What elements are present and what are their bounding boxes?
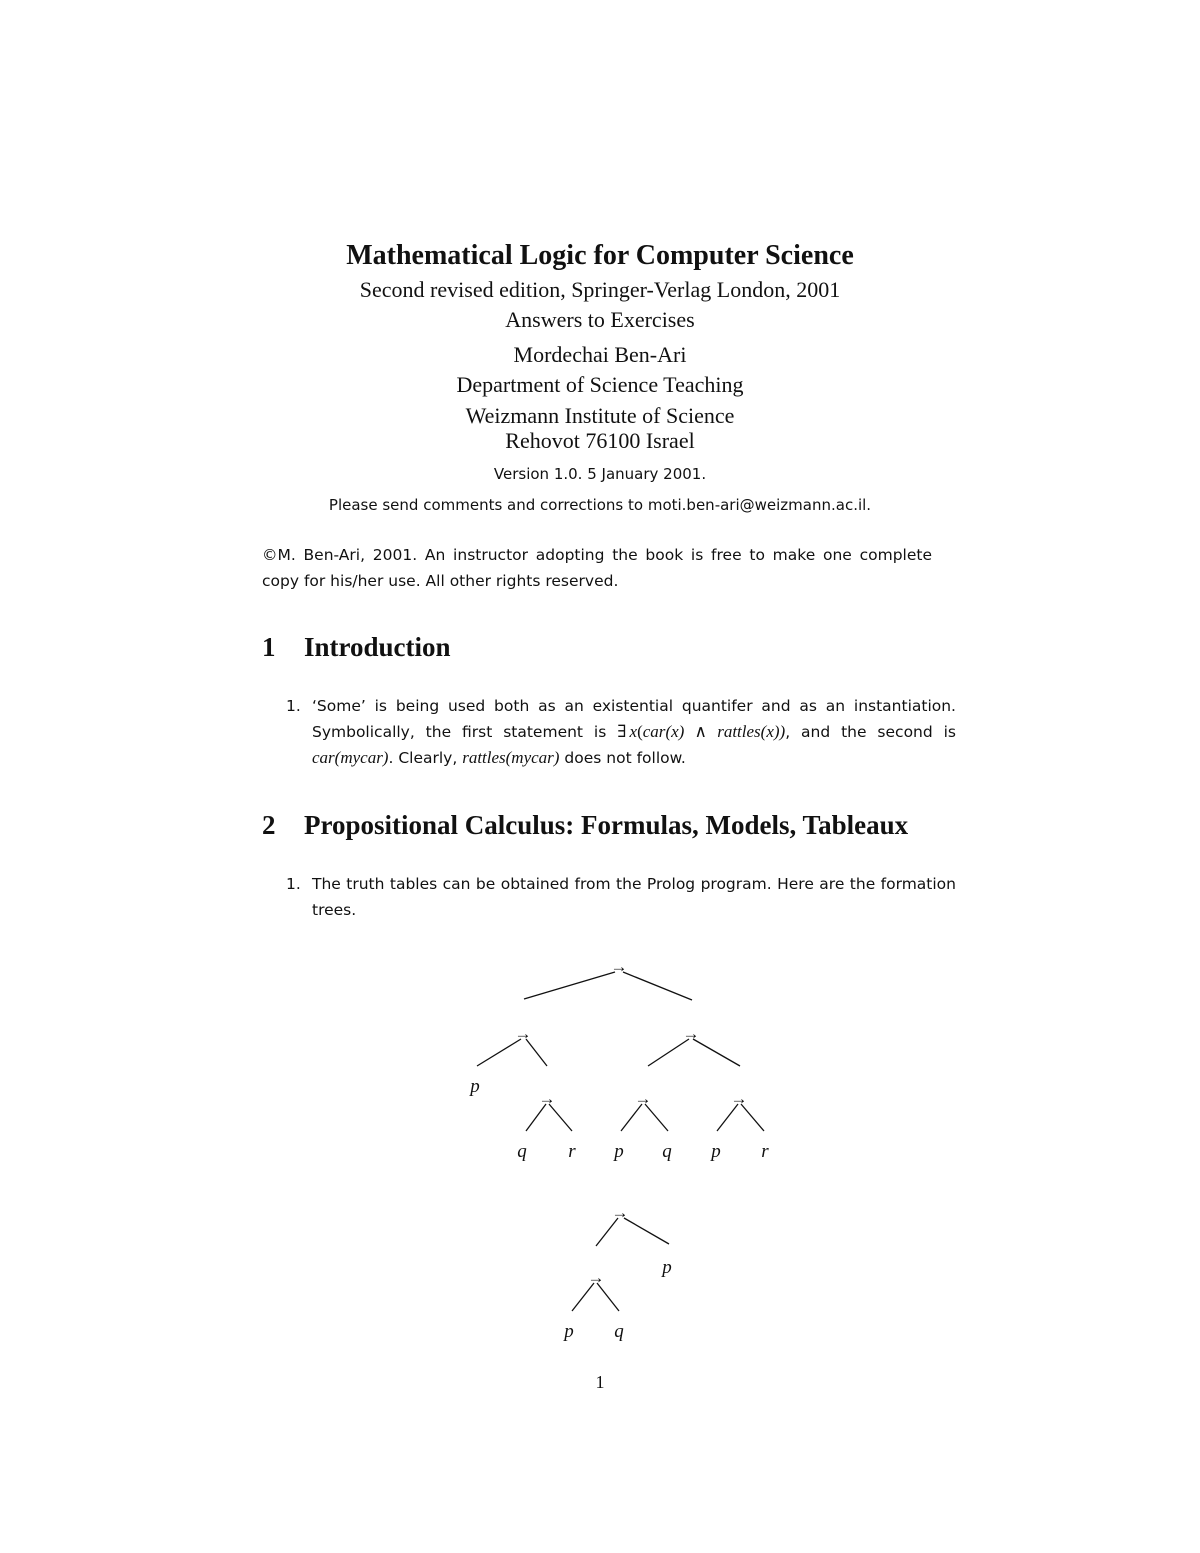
item-body: The truth tables can be obtained from the Prolog program. Here are the formation trees. [312,875,956,919]
item-marker: 1. [286,697,301,715]
tree-leaf: q [614,1321,624,1342]
department: Department of Science Teaching [456,372,744,397]
implies-operator: → [610,957,628,976]
implies-operator: → [611,1203,629,1222]
formula-pred: car [642,722,666,741]
author-name: Mordechai Ben-Ari [513,342,687,367]
formula-inline: car(mycar) [312,748,389,767]
tree-edge [477,1039,521,1066]
tree-edge [717,1104,738,1131]
tree-edge [597,1283,619,1311]
item-text: . Clearly, [388,749,463,767]
formula-arg: (x) [665,722,685,741]
formula-inline: rattles(mycar) [462,748,560,767]
exists-symbol: ∃ [617,722,627,741]
tree-edge [623,972,692,1000]
tree-edge [648,1039,689,1066]
formula-var: x [629,722,638,741]
tree-leaf: p [711,1141,721,1162]
implies-operator: → [730,1089,748,1108]
tree-leaf: p [470,1076,480,1097]
address: Rehovot 76100 Israel [505,428,695,453]
tree-edge [572,1283,594,1311]
tree-leaf: r [568,1141,576,1162]
tree-edge [524,972,615,999]
formula-arg: (x)) [760,722,786,741]
implies-operator: → [682,1024,700,1043]
formula-paren: ( [637,722,643,741]
tree-edge [741,1104,764,1131]
copyright-symbol: © [262,546,278,564]
implies-operator: → [587,1268,605,1287]
version-line: Version 1.0. 5 January 2001. [493,465,707,483]
section-title: Propositional Calculus: Formulas, Models, Tableaux [304,810,909,840]
tree-leaf: q [662,1141,672,1162]
tree-edge [693,1039,740,1066]
item-text: does not follow. [559,749,686,767]
tree-edge [549,1104,572,1131]
section-number: 2 [262,810,276,840]
implies-operator: → [538,1089,556,1108]
tree-edge [526,1104,546,1131]
implies-operator: → [634,1089,652,1108]
and-symbol: ∧ [684,722,718,741]
tree-leaf: p [662,1257,672,1278]
document-title: Mathematical Logic for Computer Science [346,240,854,271]
formula-pred: rattles [717,722,761,741]
tree-edge [596,1218,618,1246]
section-title: Introduction [304,632,451,662]
tree-leaf: q [517,1141,527,1162]
institute: Weizmann Institute of Science [465,403,735,428]
tree-leaf: p [564,1321,574,1342]
item-text: ‘Some’ is being used both as an existential quantifer and as an instantiation. Symbolically, the first statement is [312,697,956,741]
section-number: 1 [262,632,276,662]
implies-operator: → [514,1024,532,1043]
tree-edge [526,1039,547,1066]
tree-edge [621,1104,642,1131]
tree-edge [645,1104,668,1131]
tree-leaf: r [761,1141,769,1162]
tree-leaf: p [614,1141,624,1162]
edition-line: Second revised edition, Springer-Verlag London, 2001 [359,277,841,302]
answers-line: Answers to Exercises [505,307,695,332]
copyright-text: M. Ben-Ari, 2001. An instructor adopting the book is free to make one complete copy for his/her use. All other rights reserved. [262,546,932,590]
tree-edge [624,1218,669,1244]
item-text: , and the second is [785,723,956,741]
page-number: 1 [595,1372,605,1392]
comments-line: Please send comments and corrections to moti.ben-ari@weizmann.ac.il. [328,496,872,514]
item-marker: 1. [286,875,301,893]
